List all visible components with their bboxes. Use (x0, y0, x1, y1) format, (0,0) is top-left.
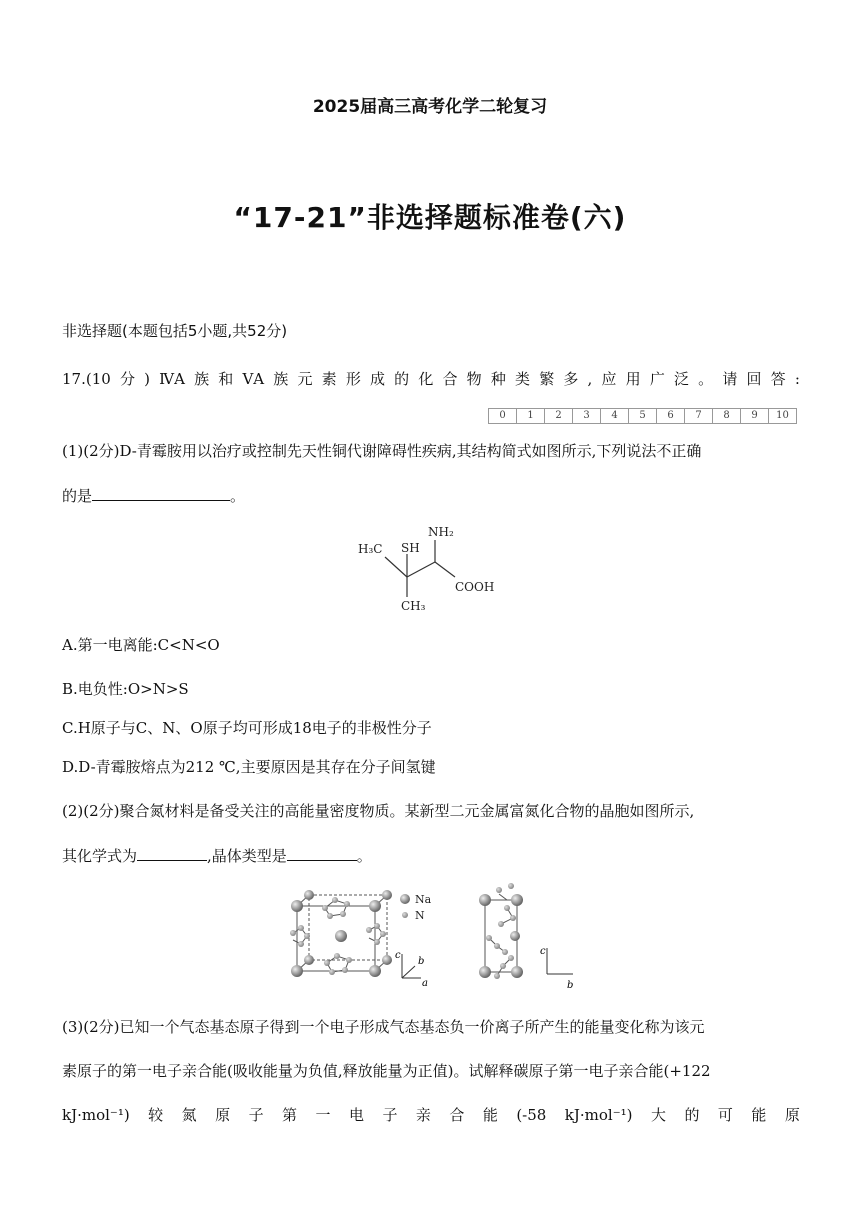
q17-stem-fragment: 族 (194, 370, 210, 388)
q17-stem-fragment: ⅣA (159, 370, 185, 388)
part3-line3-fragment: 亲 (415, 1106, 431, 1124)
part2-text-b: ,晶体类型是 (207, 847, 287, 865)
q17-stem-fragment: 答 (770, 370, 786, 388)
score-cell[interactable]: 1 (517, 409, 545, 424)
score-row (489, 409, 797, 424)
answer-blank-formula[interactable] (137, 844, 207, 861)
label-h3c: H₃C (358, 542, 383, 556)
axis-c-left: c (395, 950, 401, 961)
axis-a-left: a (422, 978, 428, 989)
q17-stem-fragment: 形 (345, 370, 361, 388)
score-cell[interactable]: 2 (545, 409, 573, 424)
q17-stem-fragment: , (587, 370, 593, 388)
option-b: B.电负性:O>N>S (62, 680, 189, 698)
part3-line3-fragment: 可 (717, 1106, 733, 1124)
q17-stem-fragment: 族 (273, 370, 289, 388)
q17-stem-fragment: 。 (698, 370, 714, 388)
option-d: D.D-青霉胺熔点为212 ℃,主要原因是其存在分子间氢键 (62, 758, 436, 776)
part3-line3-fragment: 一 (315, 1106, 331, 1124)
q17-stem-fragment: 素 (321, 370, 337, 388)
q17-stem-fragment: ) (144, 370, 150, 388)
q17-stem-fragment: 物 (466, 370, 482, 388)
score-cell[interactable]: 4 (601, 409, 629, 424)
score-cell[interactable]: 5 (629, 409, 657, 424)
label-nh2: NH₂ (428, 525, 454, 539)
q17-stem-fragment: 和 (218, 370, 234, 388)
part2-text-a: 其化学式为 (62, 847, 138, 865)
legend-na-label: Na (415, 893, 432, 906)
score-cell[interactable]: 8 (713, 409, 741, 424)
part3-line3-fragment: kJ·mol⁻¹) (62, 1106, 130, 1124)
q17-stem-fragment: 泛 (673, 370, 689, 388)
part3-line3-fragment: 的 (684, 1106, 700, 1124)
score-cell[interactable]: 10 (769, 409, 797, 424)
n-atoms-right (486, 883, 516, 979)
part3-line3-fragment: kJ·mol⁻¹) (564, 1106, 633, 1124)
answer-blank-1[interactable] (92, 484, 230, 501)
part3-text-line3 (62, 1104, 800, 1126)
q17-stem-fragment: : (794, 370, 800, 388)
axis-b-right: b (567, 980, 574, 991)
part3-line3-fragment: 电 (348, 1106, 364, 1124)
score-cell[interactable]: 9 (741, 409, 769, 424)
answer-blank-crystal-type[interactable] (287, 844, 357, 861)
q17-stem-fragment: 繁 (539, 370, 555, 388)
axis-right (547, 948, 573, 974)
score-cell[interactable]: 3 (573, 409, 601, 424)
q17-stem-fragment: 合 (442, 370, 458, 388)
part3-line3-fragment: 大 (650, 1106, 666, 1124)
label-sh: SH (401, 541, 420, 555)
part3-text-line1: (3)(2分)已知一个气态基态原子得到一个电子形成气态基态负一价离子所产生的能量变化称为该元 (62, 1018, 705, 1036)
q17-stem-fragment: 的 (394, 370, 410, 388)
part3-line3-fragment: 子 (382, 1106, 398, 1124)
legend-n-symbol (402, 912, 408, 918)
part2-text-line2 (62, 844, 800, 867)
q17-stem-fragment: 回 (746, 370, 762, 388)
part1-suffix: 。 (230, 487, 246, 505)
section-heading: 非选择题(本题包括5小题,共52分) (62, 322, 288, 340)
exam-header: 2025届高三高考化学二轮复习 (312, 97, 548, 117)
q17-stem-fragment: 17.(10 (62, 370, 111, 388)
exam-title: “17-21”非选择题标准卷(六) (233, 201, 627, 234)
q17-stem-fragment: 成 (369, 370, 385, 388)
part3-line3-fragment: 合 (449, 1106, 465, 1124)
option-c: C.H原子与C、N、O原子均可形成18电子的非极性分子 (62, 719, 432, 737)
q17-stem-fragment: 多 (563, 370, 579, 388)
question-17-stem (62, 368, 800, 390)
axis-b-left: b (418, 956, 425, 967)
axis-c-right: c (540, 946, 546, 957)
part3-line3-fragment: 较 (148, 1106, 164, 1124)
q17-stem-fragment: 分 (119, 370, 135, 388)
q17-stem-fragment: 请 (722, 370, 738, 388)
part3-line3-fragment: 能 (751, 1106, 767, 1124)
part3-text-line2: 素原子的第一电子亲合能(吸收能量为负值,释放能量为正值)。试解释碳原子第一电子亲合能(+122 (62, 1062, 711, 1080)
part3-line3-fragment: 原 (784, 1106, 800, 1124)
q17-stem-fragment: 类 (515, 370, 531, 388)
part3-line3-fragment: 第 (282, 1106, 298, 1124)
part3-line3-fragment: 能 (482, 1106, 498, 1124)
option-a: A.第一电离能:C<N<O (62, 636, 220, 654)
q17-stem-fragment: 用 (625, 370, 641, 388)
score-cell[interactable]: 0 (489, 409, 517, 424)
d-penicillamine-structure (355, 522, 510, 612)
part2-text-c: 。 (356, 847, 372, 865)
part3-line3-fragment: 子 (248, 1106, 264, 1124)
q17-stem-fragment: 元 (297, 370, 313, 388)
part1-text-line1: (1)(2分)D-青霉胺用以治疗或控制先天性铜代谢障碍性疾病,其结构简式如图所示,下列说法不正确 (62, 442, 702, 460)
part1-text-line2 (62, 484, 800, 507)
part3-line3-fragment: 氮 (181, 1106, 197, 1124)
score-cell[interactable]: 6 (657, 409, 685, 424)
score-table (488, 408, 797, 424)
q17-stem-fragment: ⅤA (242, 370, 265, 388)
crystal-cell-figure (285, 878, 585, 993)
q17-stem-fragment: 种 (490, 370, 506, 388)
q17-stem-fragment: 化 (418, 370, 434, 388)
part3-line3-fragment: 原 (215, 1106, 231, 1124)
legend-n-label: N (415, 909, 425, 922)
part3-line3-fragment: (-58 (516, 1106, 547, 1124)
score-cell[interactable]: 7 (685, 409, 713, 424)
q17-stem-fragment: 广 (649, 370, 665, 388)
label-ch3: CH₃ (401, 599, 426, 612)
part2-text-line1: (2)(2分)聚合氮材料是备受关注的高能量密度物质。某新型二元金属富氮化合物的晶胞如图所示, (62, 802, 695, 820)
q17-stem-fragment: 应 (601, 370, 617, 388)
label-cooh: COOH (455, 580, 495, 594)
part1-prefix: 的是 (62, 487, 93, 505)
legend-na-symbol (400, 894, 410, 904)
